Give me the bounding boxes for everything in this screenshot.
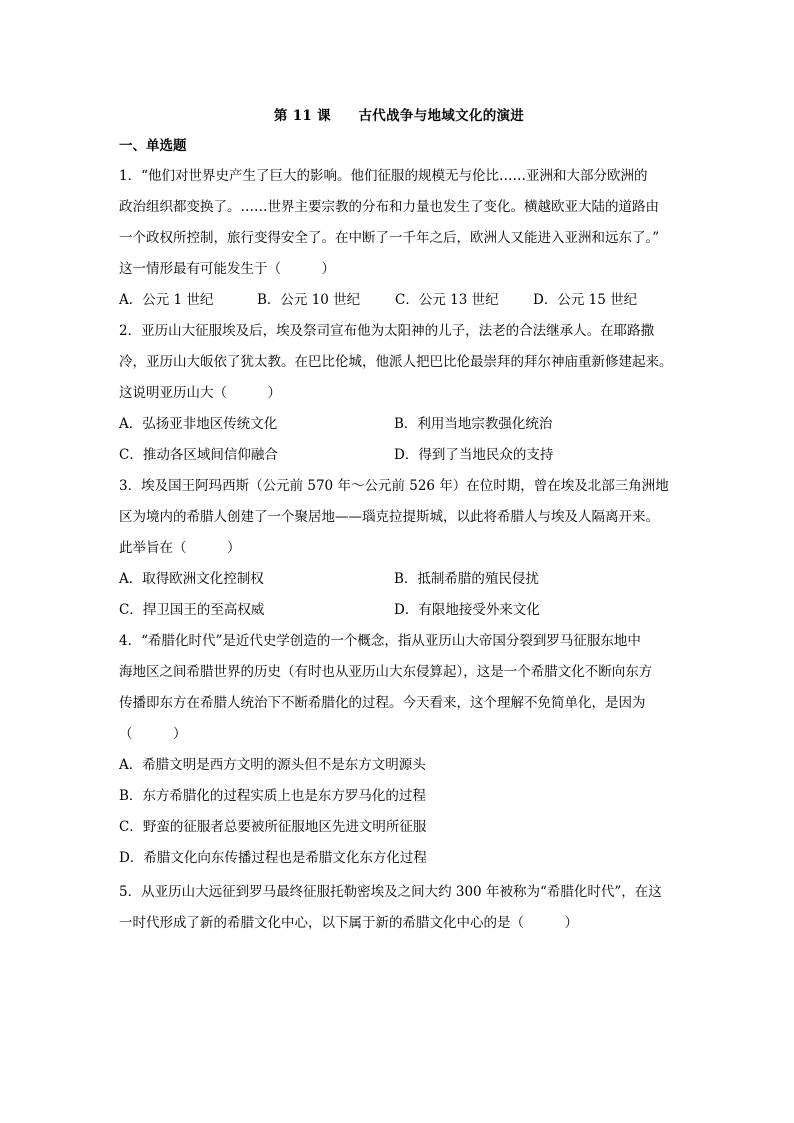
question-text-line: 海地区之间希腊世界的历史（有时也从亚历山大东侵算起），这是一个希腊文化不断向东方 <box>119 664 653 680</box>
option-b[interactable]: B．抵制希腊的殖民侵扰 <box>394 571 539 587</box>
section-heading: 一、单选题 <box>119 138 187 154</box>
option-d[interactable]: D．公元 15 世纪 <box>533 292 638 308</box>
question-1 <box>119 161 679 316</box>
question-text-line: 传播即东方在希腊人统治下不断希腊化的过程。今天看来，这个理解不免简单化，是因为 <box>119 695 646 711</box>
options-row <box>119 440 679 471</box>
question-text-line: 1．“他们对世界史产生了巨大的影响。他们征服的规模无与伦比……亚洲和大部分欧洲的 <box>119 168 648 184</box>
question-text-line: 3．埃及国王阿玛西斯（公元前 570 年～公元前 526 年）在位时期，曾在埃及北部三角洲地 <box>119 478 669 494</box>
option-c[interactable]: C．捍卫国王的至高权威 <box>119 602 265 618</box>
question-text-line: 这一情形最有可能发生于（ ） <box>119 261 335 277</box>
option-c[interactable]: C．野蛮的征服者总要被所征服地区先进文明所征服 <box>119 819 427 835</box>
question-text-line: （ ） <box>119 726 187 742</box>
option-a[interactable]: A．希腊文明是西方文明的源头但不是东方文明源头 <box>119 757 426 773</box>
option-a[interactable]: A．公元 1 世纪 <box>119 292 214 308</box>
question-text-line: 区为境内的希腊人创建了一个聚居地——瑙克拉提斯城，以此将希腊人与埃及人隔离开来。 <box>119 509 659 525</box>
option-b[interactable]: B．利用当地宗教强化统治 <box>394 416 553 432</box>
option-c[interactable]: C．公元 13 世纪 <box>395 292 499 308</box>
option-a[interactable]: A．取得欧洲文化控制权 <box>119 571 264 587</box>
question-text-line: 一个政权所控制，旅行变得安全了。在中断了一千年之后，欧洲人又能进入亚洲和远东了。” <box>119 230 660 246</box>
options-row <box>119 285 679 316</box>
option-d[interactable]: D．有限地接受外来文化 <box>394 602 540 618</box>
question-4 <box>119 626 679 874</box>
question-3 <box>119 471 679 626</box>
options-row <box>119 595 679 626</box>
option-d[interactable]: D．希腊文化向东传播过程也是希腊文化东方化过程 <box>119 850 427 866</box>
question-text-line: 一时代形成了新的希腊文化中心，以下属于新的希腊文化中心的是（ ） <box>119 915 578 931</box>
question-5 <box>119 877 679 939</box>
options-row <box>119 409 679 440</box>
option-b[interactable]: B．公元 10 世纪 <box>257 292 361 308</box>
question-text-line: 5．从亚历山大远征到罗马最终征服托勒密埃及之间大约 300 年被称为“希腊化时代”，在这 <box>119 884 662 900</box>
option-a[interactable]: A．弘扬亚非地区传统文化 <box>119 416 278 432</box>
lesson-title: 第 11 课 古代战争与地域文化的演进 <box>273 108 525 124</box>
question-text-line: 4．“希腊化时代”是近代史学创造的一个概念，指从亚历山大帝国分裂到罗马征服东地中 <box>119 633 641 649</box>
options-row <box>119 564 679 595</box>
option-d[interactable]: D．得到了当地民众的支持 <box>394 447 554 463</box>
question-text-line: 政治组织都变换了。……世界主要宗教的分布和力量也发生了变化。横越欧亚大陆的道路由 <box>119 199 659 215</box>
option-b[interactable]: B．东方希腊化的过程实质上也是东方罗马化的过程 <box>119 788 426 804</box>
question-text-line: 此举旨在（ ） <box>119 540 241 556</box>
question-2 <box>119 316 679 471</box>
question-text-line: 这说明亚历山大（ ） <box>119 385 281 401</box>
question-text-line: 冷，亚历山大皈依了犹太教。在巴比伦城，他派人把巴比伦最崇拜的拜尔神庙重新修建起来。 <box>119 354 673 370</box>
question-text-line: 2．亚历山大征服埃及后，埃及祭司宣布他为太阳神的儿子，法老的合法继承人。在耶路撒 <box>119 323 655 339</box>
option-c[interactable]: C．推动各区域间信仰融合 <box>119 447 278 463</box>
